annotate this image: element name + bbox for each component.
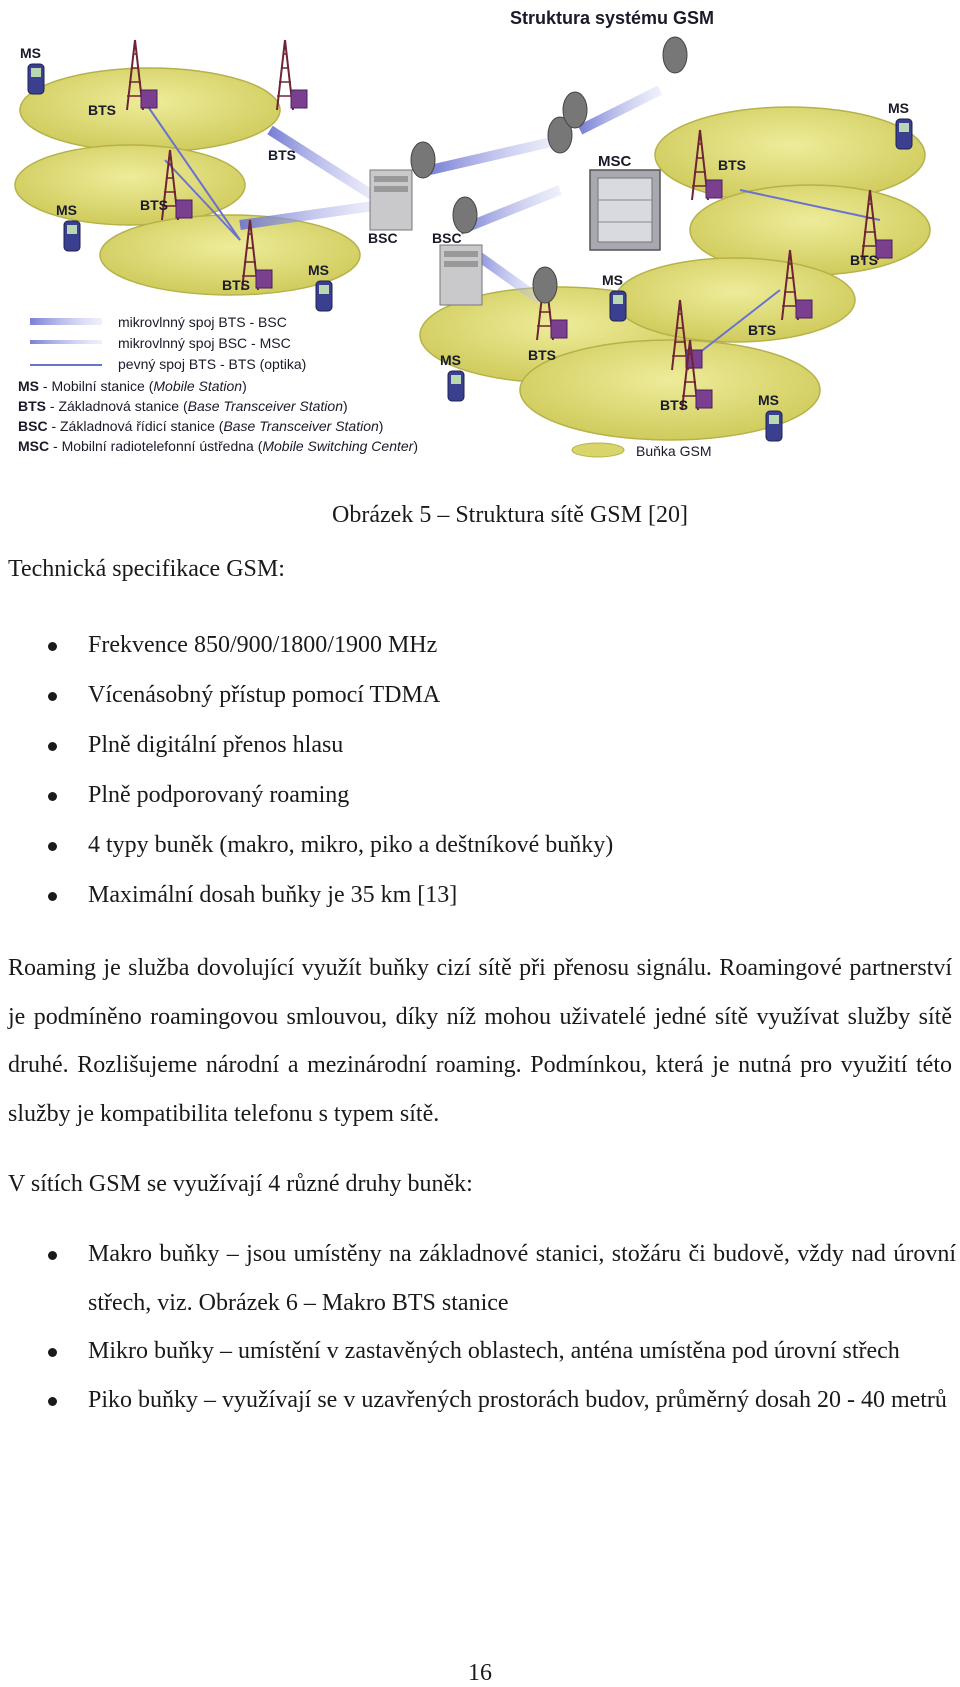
gsm-diagram — [0, 0, 960, 470]
legend-link-3: pevný spoj BTS - BTS (optika) — [118, 356, 307, 372]
bullet-icon — [48, 692, 57, 701]
mobile-phone-icon — [448, 371, 464, 401]
bts-tower — [277, 40, 307, 110]
list-item: Vícenásobný přístup pomocí TDMA — [0, 678, 960, 728]
list-item: Piko buňky – využívají se v uzavřených prostorách budov, průměrný dosah 20 - 40 metrů — [0, 1376, 956, 1425]
abbreviation-line: MS - Mobilní stanice (Mobile Station) — [18, 378, 247, 394]
gsm-cell — [15, 145, 245, 225]
mobile-phone-icon — [316, 281, 332, 311]
figure-caption: Obrázek 5 – Struktura sítě GSM [20] — [332, 502, 688, 528]
cells-intro-paragraph: V sítích GSM se využívají 4 různé druhy buněk: — [8, 1171, 473, 1197]
list-item: Maximální dosah buňky je 35 km [13] — [0, 878, 960, 928]
legend-link-1: mikrovlnný spoj BTS - BSC — [118, 314, 287, 330]
bts-label: BTS — [660, 397, 688, 413]
msc-switch — [590, 153, 660, 250]
bullet-icon — [48, 742, 57, 751]
bts-label: BTS — [748, 322, 776, 338]
mobile-phone-icon — [766, 411, 782, 441]
legend-cell: Buňka GSM — [636, 443, 712, 459]
roaming-paragraph: Roaming je služba dovolující využít buňky cizí sítě při přenosu signálu. Roamingové partnerství je podmíněno roamingovou smlouvou, díky níž mohou uživatelé jedné sítě využívat služby sítě druhé. Rozlišujeme národní a mezinárodní roaming. Podmínkou, která je nutná pro využití této služby je kompatibilita telefonu s typem sítě. — [8, 955, 952, 1127]
page-number: 16 — [468, 1660, 492, 1686]
mobile-phone-icon — [64, 221, 80, 251]
list-item: Frekvence 850/900/1800/1900 MHz — [0, 628, 960, 678]
spec-list — [0, 628, 960, 928]
gsm-cell — [615, 258, 855, 342]
ms-label: MS — [308, 262, 329, 278]
ms-label: MS — [440, 352, 461, 368]
figure-title: Struktura systému GSM — [510, 8, 715, 28]
bts-label: BTS — [850, 252, 878, 268]
cells-left — [15, 68, 360, 295]
spec-heading: Technická specifikace GSM: — [8, 556, 285, 582]
list-item: Mikro buňky – umístění v zastavěných oblastech, anténa umístěna pod úrovní střech — [0, 1327, 956, 1376]
bullet-icon — [48, 1251, 57, 1260]
bullet-icon — [48, 1397, 57, 1406]
mobile-phone-icon — [896, 119, 912, 149]
bts-label: BTS — [528, 347, 556, 363]
list-item: Makro buňky – jsou umístěny na základnové stanici, stožáru či budově, vždy nad úrovní střech, viz. Obrázek 6 – Makro BTS stanice — [0, 1230, 956, 1327]
bts-label: BTS — [268, 147, 296, 163]
bullet-icon — [48, 792, 57, 801]
ms-label: MS — [56, 202, 77, 218]
bullet-icon — [48, 842, 57, 851]
cell-types-list — [0, 1230, 956, 1424]
abbreviation-line: BSC - Základnová řídicí stanice (Base Transceiver Station) — [18, 418, 384, 434]
gsm-structure-figure — [0, 0, 960, 470]
bsc-server — [432, 230, 482, 305]
ms-label: MS — [602, 272, 623, 288]
msc-label: MSC — [598, 153, 632, 170]
legend-link-2: mikrovlnný spoj BSC - MSC — [118, 335, 291, 351]
mobile-phone-icon — [610, 291, 626, 321]
abbreviation-line: MSC - Mobilní radiotelefonní ústředna (Mobile Switching Center) — [18, 438, 418, 454]
abbreviation-line: BTS - Základnová stanice (Base Transceiver Station) — [18, 398, 348, 414]
list-item: 4 typy buněk (makro, mikro, piko a deštníkové buňky) — [0, 828, 960, 878]
bts-label: BTS — [140, 197, 168, 213]
bullet-icon — [48, 642, 57, 651]
ms-label: MS — [758, 392, 779, 408]
bts-label: BTS — [718, 157, 746, 173]
list-item: Plně podporovaný roaming — [0, 778, 960, 828]
ms-label: MS — [20, 45, 41, 61]
bts-label: BTS — [88, 102, 116, 118]
list-item: Plně digitální přenos hlasu — [0, 728, 960, 778]
bsc-label: BSC — [432, 230, 462, 246]
bullet-icon — [48, 1348, 57, 1357]
bts-label: BTS — [222, 277, 250, 293]
ms-label: MS — [888, 100, 909, 116]
bsc-label: BSC — [368, 230, 398, 246]
mobile-phone-icon — [28, 64, 44, 94]
bullet-icon — [48, 892, 57, 901]
bsc-server — [368, 170, 412, 246]
